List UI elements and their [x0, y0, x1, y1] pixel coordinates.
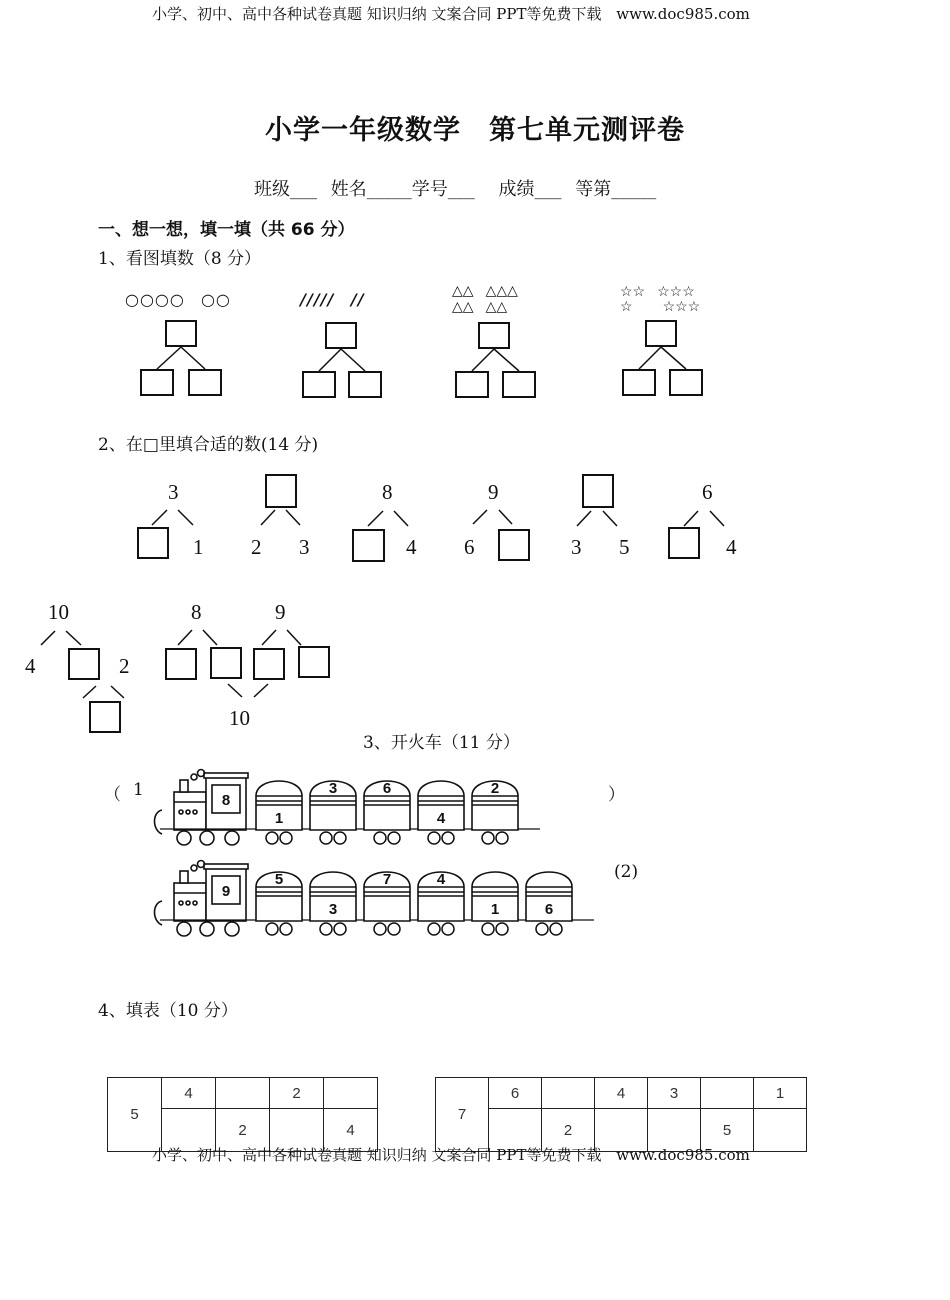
smoke-puff: [191, 774, 197, 780]
q2-b6-right: 4: [726, 535, 737, 559]
train2-car-bottom-number: 6: [544, 901, 554, 918]
wheel: [442, 832, 454, 844]
table-cell[interactable]: 4: [162, 1078, 216, 1109]
q2-b5-top-box[interactable]: [582, 474, 614, 508]
q2-b2-right: 3: [299, 535, 310, 559]
engine-wheel: [200, 831, 214, 845]
q2-r2-b-bottom: 10: [229, 706, 250, 730]
q2-b6-top: 6: [702, 480, 713, 504]
wheel: [482, 923, 494, 935]
smoke-puff: [191, 865, 197, 871]
table-cell[interactable]: [216, 1078, 270, 1109]
train-2: [150, 859, 580, 941]
q2-b3-right: 4: [406, 535, 417, 559]
wheel: [428, 923, 440, 935]
wheel: [536, 923, 548, 935]
q2-b1-left-box[interactable]: [137, 527, 169, 559]
stars-right: ☆☆☆: [657, 284, 695, 300]
question-4-label: 4、填表（10 分）: [98, 1001, 238, 1021]
engine-wheel: [200, 922, 214, 936]
header-text: 小学、初中、高中各种试卷真题 知识归纳 文案合同 PPT等免费下载: [152, 5, 602, 23]
table-cell[interactable]: 4: [324, 1109, 378, 1152]
table-cell[interactable]: 2: [216, 1109, 270, 1152]
engine-cowcatcher: [155, 810, 163, 834]
table-cell[interactable]: 3: [648, 1078, 701, 1109]
q2-b4-right-box[interactable]: [498, 529, 530, 561]
q2-b2-top-box[interactable]: [265, 474, 297, 508]
engine-roof: [204, 864, 248, 869]
wheel: [496, 923, 508, 935]
engine-wheel: [177, 831, 191, 845]
triangles-right: △△△: [485, 283, 518, 299]
q2-r2-b-top2: 9: [275, 600, 286, 624]
wheel: [320, 923, 332, 935]
sticks-left: /////: [300, 290, 335, 309]
score-field: 成绩___: [498, 179, 562, 200]
wheel: [334, 832, 346, 844]
q3-line1-number: 1: [133, 780, 144, 800]
train1-car-bottom-number: 1: [274, 810, 284, 827]
q2-b3-left-box[interactable]: [352, 529, 385, 562]
train2-engine: [155, 861, 249, 937]
table-cell[interactable]: [324, 1078, 378, 1109]
question-1-label: 1、看图填数（8 分）: [98, 249, 262, 269]
q3-line2-label: (2): [614, 862, 639, 882]
train1-car-top-number: 6: [382, 780, 392, 797]
stars-left: ☆☆: [620, 284, 646, 300]
engine-wheel: [225, 831, 239, 845]
q2-r2-a-top: 10: [48, 600, 69, 624]
q3-line1-close-paren: ）: [608, 785, 625, 805]
name-field: 姓名_____: [330, 179, 412, 200]
wheel: [374, 832, 386, 844]
q2-r2-a-mid-box[interactable]: [68, 648, 100, 680]
wheel: [266, 923, 278, 935]
stars-right-2: ☆☆☆: [662, 299, 701, 315]
page-title: 小学一年级数学 第七单元测评卷: [265, 115, 685, 146]
question-3-label: 3、开火车（11 分）: [363, 733, 520, 753]
circles-right: ○○: [200, 290, 231, 309]
table-cell[interactable]: [754, 1109, 807, 1152]
wheel: [280, 832, 292, 844]
q2-r2-a-right: 2: [119, 654, 130, 678]
table-cell[interactable]: 2: [542, 1109, 595, 1152]
circles-left: ○○○○: [125, 290, 185, 309]
wheel: [374, 923, 386, 935]
train2-car-top-number: 4: [436, 871, 446, 888]
q2-b4-left: 6: [464, 535, 475, 559]
train1-car-top-number: 3: [328, 780, 338, 797]
table-cell[interactable]: 2: [270, 1078, 324, 1109]
wheel: [496, 832, 508, 844]
wheel: [442, 923, 454, 935]
wheel: [428, 832, 440, 844]
section-heading: 一、想一想，填一填（共 66 分）: [98, 220, 355, 240]
triangles-left: △△: [452, 283, 474, 299]
wheel: [482, 832, 494, 844]
table-cell[interactable]: [701, 1078, 754, 1109]
q2-r2-b-box-1[interactable]: [165, 648, 197, 680]
table2-head: 7: [436, 1078, 489, 1152]
triangles-right-2: △△: [485, 299, 508, 315]
q2-b1-right: 1: [193, 535, 204, 559]
wheel: [388, 832, 400, 844]
wheel: [334, 923, 346, 935]
q2-b6-left-box[interactable]: [668, 527, 700, 559]
wheel: [280, 923, 292, 935]
train2-car-bottom-number: 3: [328, 901, 338, 918]
engine-chimney: [180, 871, 188, 883]
table-cell[interactable]: 1: [754, 1078, 807, 1109]
q2-r2-a-bottom-box[interactable]: [89, 701, 121, 733]
train1-car-bottom-number: 4: [436, 810, 446, 827]
question-2-label: 2、在□里填合适的数(14 分): [98, 435, 319, 455]
engine-wheel: [225, 922, 239, 936]
engine-chimney: [180, 780, 188, 792]
q2-b5-left: 3: [571, 535, 582, 559]
table-cell[interactable]: 4: [595, 1078, 648, 1109]
engine-wheel: [177, 922, 191, 936]
q2-b4-top: 9: [488, 480, 499, 504]
train2-car-top-number: 7: [382, 871, 392, 888]
train1-engine: [155, 770, 249, 846]
table-cell[interactable]: 6: [489, 1078, 542, 1109]
header-url: www.doc985.com: [616, 5, 750, 23]
footer-text: 小学、初中、高中各种试卷真题 知识归纳 文案合同 PPT等免费下载: [152, 1146, 602, 1164]
footer-url: www.doc985.com: [616, 1146, 750, 1164]
table-cell[interactable]: 5: [701, 1109, 754, 1152]
fill-table-1: [107, 1077, 378, 1152]
engine-roof: [204, 773, 248, 778]
train2-car-top-number: 5: [274, 871, 284, 888]
triangles-left-2: △△: [452, 299, 474, 315]
q2-r2-b-box-4[interactable]: [298, 646, 330, 678]
wheel: [266, 832, 278, 844]
q2-r2-a-left: 4: [25, 654, 36, 678]
table-cell[interactable]: [542, 1078, 595, 1109]
q2-b1-top: 3: [168, 480, 179, 504]
table1-head: 5: [108, 1078, 162, 1152]
q2-b2-left: 2: [251, 535, 262, 559]
wheel: [320, 832, 332, 844]
sticks-right: //: [350, 290, 365, 309]
page-footer: [152, 1144, 750, 1165]
q2-b5-right: 5: [619, 535, 630, 559]
id-field: 学号___: [411, 179, 475, 200]
engine-cowcatcher: [155, 901, 163, 925]
fill-table-2: [435, 1077, 807, 1152]
train-1: [150, 768, 530, 850]
train1-engine-number: 8: [221, 792, 231, 809]
wheel: [388, 923, 400, 935]
stars-left-2: ☆: [620, 299, 633, 315]
q2-b3-top: 8: [382, 480, 393, 504]
q3-line1-open-paren: （: [104, 785, 121, 805]
train2-engine-number: 9: [221, 883, 231, 900]
q2-r2-b-box-3[interactable]: [253, 648, 285, 680]
wheel: [550, 923, 562, 935]
q2-r2-b-top1: 8: [191, 600, 202, 624]
train2-car-bottom-number: 1: [490, 901, 500, 918]
q2-r2-b-box-2[interactable]: [210, 647, 242, 679]
train1-car-top-number: 2: [490, 780, 500, 797]
class-field: 班级___: [254, 179, 317, 200]
grade-field: 等第_____: [575, 179, 657, 200]
